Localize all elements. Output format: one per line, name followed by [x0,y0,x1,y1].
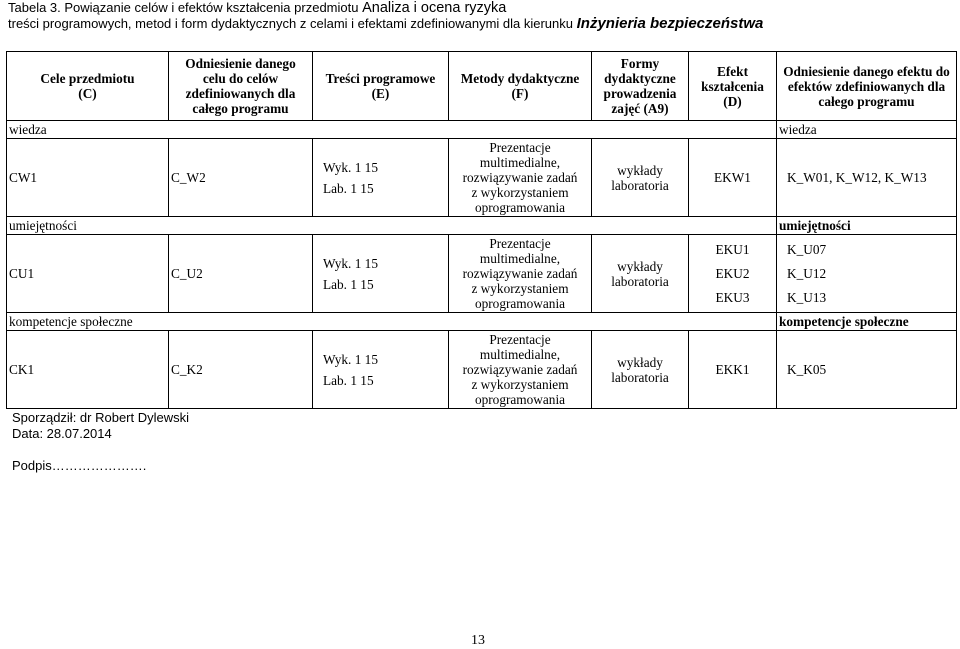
goal-ref-cell: C_K2 [169,331,313,409]
header-line: całego programu [818,93,915,109]
forms-cell [592,331,689,409]
caption-course: Analiza i ocena ryzyka [362,0,507,16]
header-line: (E) [371,86,390,101]
section-right-label: umiejętności [777,217,957,235]
content-cell [313,139,449,217]
section-row [7,313,957,331]
header-line: kształcenia [701,78,764,94]
content-item: Lab. 1 15 [323,276,374,292]
methods-item: z wykorzystaniem [471,185,569,200]
methods-item: oprogramowania [474,392,566,407]
methods-item: multimedialne, [479,251,561,266]
methods-item: rozwiązywanie zadań [462,170,578,185]
prepared-by: Sporządził: dr Robert Dylewski [12,410,190,425]
caption-line2: treści programowych, metod i form dydaktycznych z celami i efektami zdefiniowanymi dla kierunku [8,16,573,31]
effect-cell [689,235,777,313]
content-item: Wyk. 1 15 [323,351,378,367]
methods-item: oprogramowania [474,200,566,215]
header-effect [689,52,777,121]
header-line: efektów zdefiniowanych dla [787,78,946,94]
header-line: Odniesienie danego efektu do [783,63,950,79]
header-line: zajęć (A9) [611,101,669,116]
date: Data: 28.07.2014 [12,426,112,441]
forms-item: wykłady [617,354,663,370]
forms-item: laboratoria [611,369,669,385]
effect-ref-cell [777,139,957,217]
content-cell [313,235,449,313]
content-item: Lab. 1 15 [323,372,374,388]
methods-cell [449,235,592,313]
effect-item: EKU3 [715,289,750,305]
header-goals [7,52,169,121]
header-forms [592,52,689,121]
header-line: Efekt [716,63,749,79]
effect-ref-item: K_U07 [787,241,827,257]
header-content [313,52,449,121]
header-line: (F) [511,86,529,101]
methods-item: rozwiązywanie zadań [462,266,578,281]
methods-cell [449,331,592,409]
methods-item: Prezentacje [489,332,551,347]
table-row [7,139,957,217]
forms-item: laboratoria [611,273,669,289]
effect-cell [689,139,777,217]
section-label: wiedza [7,121,777,139]
caption-prefix: Tabela 3. Powiązanie celów i efektów kształcenia przedmiotu [8,0,359,15]
section-right-label: kompetencje społeczne [777,313,957,331]
header-methods [449,52,592,121]
header-line: Metody dydaktyczne [460,71,580,86]
header-line: (C) [78,86,97,101]
caption-field: Inżynieria bezpieczeństwa [576,15,764,32]
content-item: Lab. 1 15 [323,180,374,196]
effect-ref-cell [777,235,957,313]
header-line: celu do celów [202,71,279,86]
page-number: 13 [471,633,485,648]
effect-item: EKK1 [715,362,750,377]
forms-cell [592,139,689,217]
effect-ref-item: K_U13 [787,289,827,305]
forms-cell [592,235,689,313]
section-label: umiejętności [7,217,777,235]
methods-item: multimedialne, [479,347,561,362]
table-row [7,331,957,409]
section-right-label: wiedza [777,121,957,139]
content-cell [313,331,449,409]
header-line: Cele przedmiotu [40,71,135,86]
header-line: Formy [620,56,660,71]
goal-cell: CK1 [7,331,169,409]
effect-item: EKW1 [714,170,751,185]
methods-item: oprogramowania [474,296,566,311]
content-item: Wyk. 1 15 [323,255,378,271]
effect-ref-item: K_W01, K_W12, K_W13 [787,170,927,185]
goal-ref-cell: C_W2 [169,139,313,217]
header-line: Treści programowe [325,71,436,86]
forms-item: wykłady [617,162,663,178]
header-line: prowadzenia [603,86,677,101]
header-line: (D) [723,93,742,109]
section-row [7,217,957,235]
header-goal-ref [169,52,313,121]
effect-item: EKU1 [715,241,750,257]
table-row [7,235,957,313]
methods-item: Prezentacje [489,140,551,155]
goal-cell: CU1 [7,235,169,313]
header-line: całego programu [192,101,289,116]
content-item: Wyk. 1 15 [323,159,378,175]
effect-ref-cell [777,331,957,409]
header-line: zdefiniowanych dla [185,86,296,101]
methods-item: z wykorzystaniem [471,281,569,296]
section-label: kompetencje społeczne [7,313,777,331]
goal-cell: CW1 [7,139,169,217]
methods-item: z wykorzystaniem [471,377,569,392]
table-caption [8,0,958,32]
methods-item: multimedialne, [479,155,561,170]
signature: Podpis…………………. [12,458,147,473]
section-row [7,121,957,139]
effect-ref-item: K_U12 [787,265,827,281]
effect-cell [689,331,777,409]
forms-item: laboratoria [611,177,669,193]
methods-item: Prezentacje [489,236,551,251]
header-row [7,52,957,121]
header-line: dydaktyczne [604,71,676,86]
forms-item: wykłady [617,258,663,274]
methods-item: rozwiązywanie zadań [462,362,578,377]
mapping-table [6,51,957,409]
effect-item: EKU2 [715,265,750,281]
header-effect-ref [777,52,957,121]
header-line: Odniesienie danego [185,56,296,71]
effect-ref-item: K_K05 [787,362,827,377]
goal-ref-cell: C_U2 [169,235,313,313]
methods-cell [449,139,592,217]
